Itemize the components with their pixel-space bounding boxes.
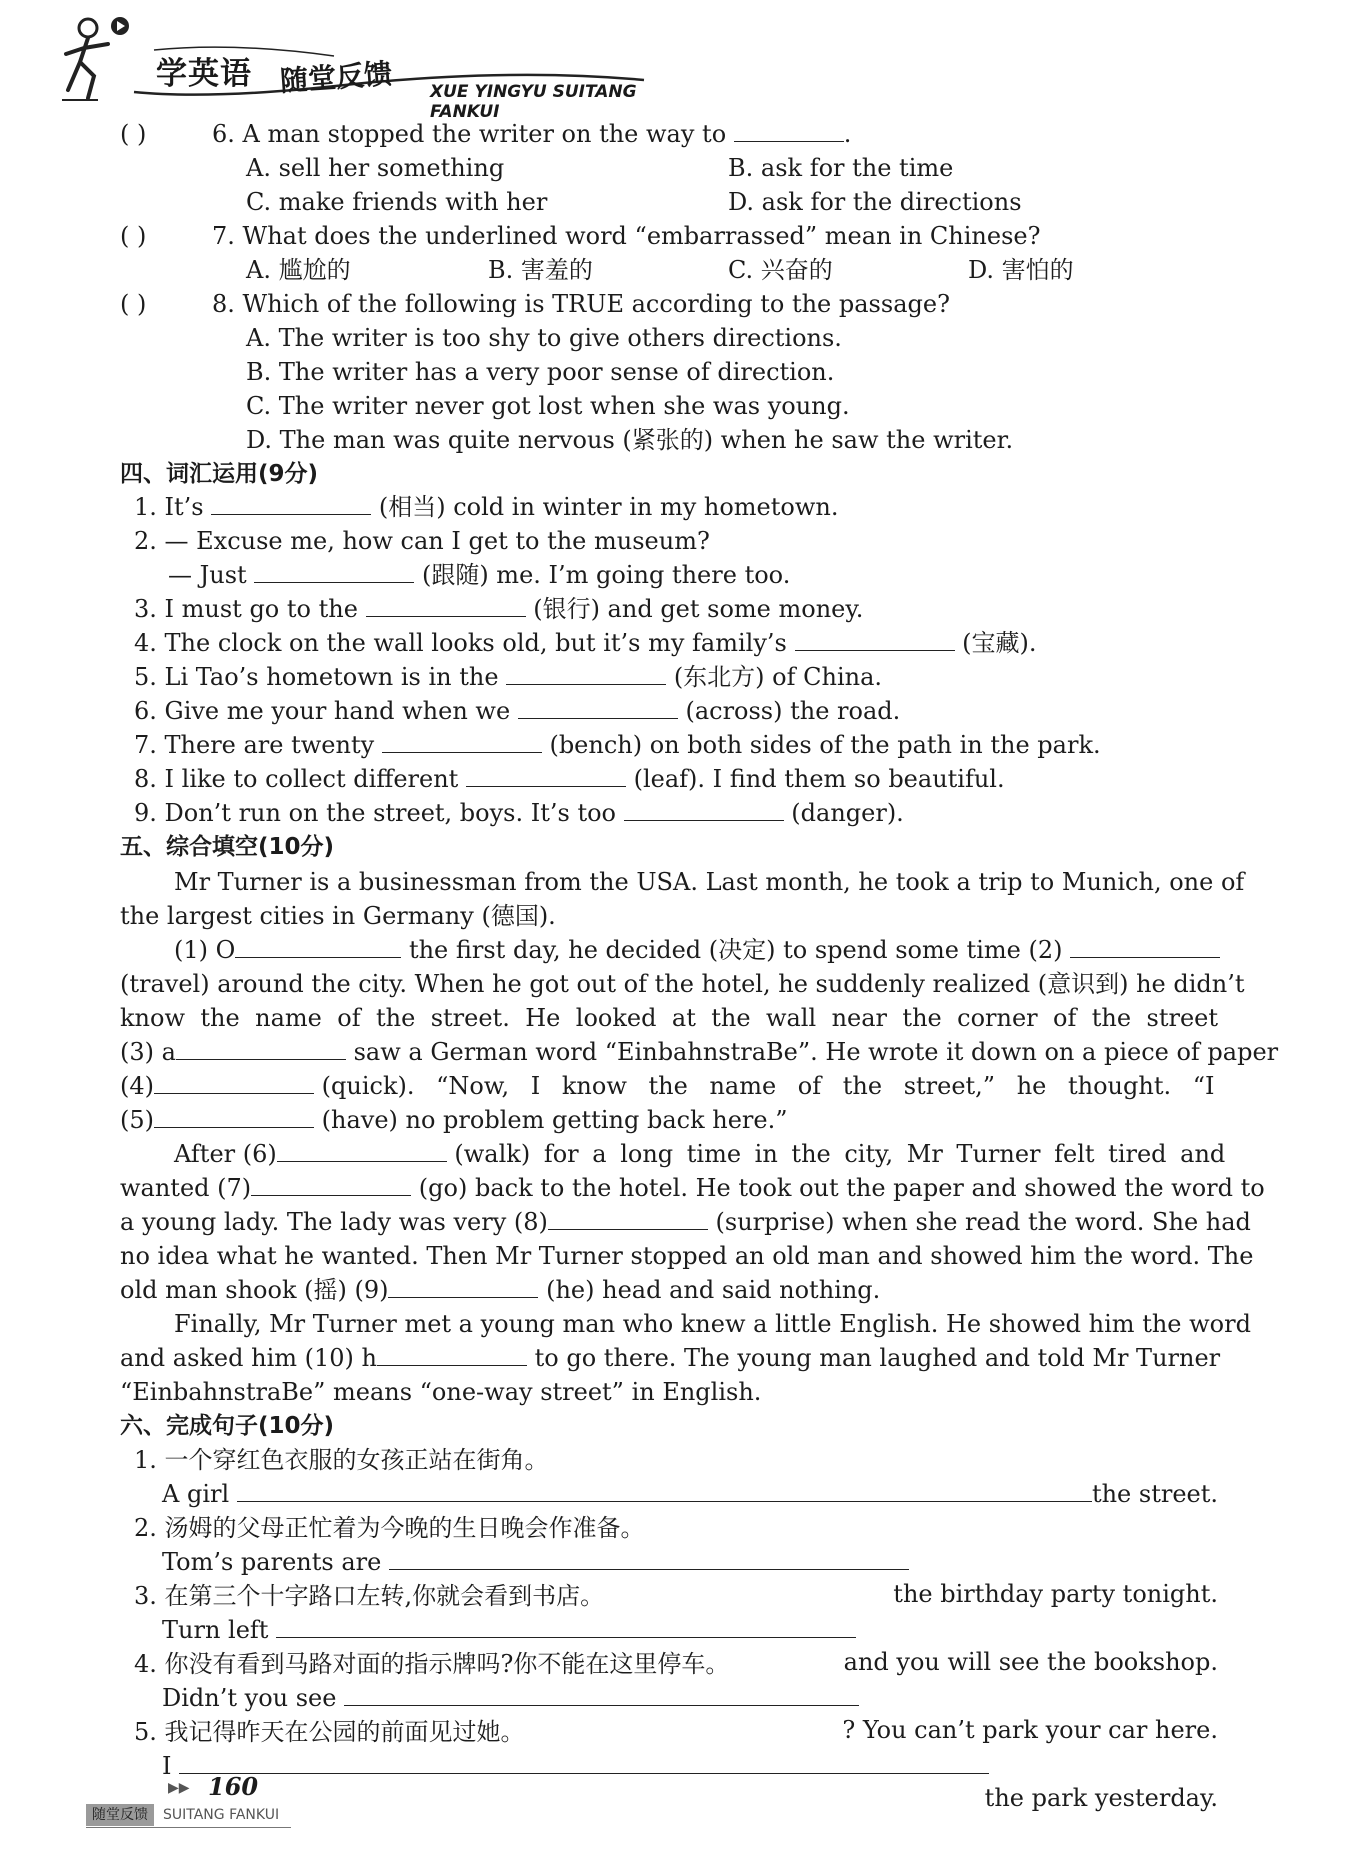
translation-prompt: 1. 一个穿红色衣服的女孩正站在街角。 — [134, 1446, 549, 1474]
answer-blank-3[interactable] — [176, 1037, 346, 1060]
passage-line: old man shook (摇) (9) (he) head and said nothing. — [120, 1276, 881, 1304]
vocab-item-7: 7. There are twenty (bench) on both sides of the path in the park. — [134, 731, 1101, 759]
answer-blank[interactable] — [211, 492, 371, 515]
answer-blank[interactable] — [382, 730, 542, 753]
option-d: D. ask for the directions — [728, 188, 1022, 216]
header-title-cn: 学英语 — [156, 56, 252, 92]
answer-blank[interactable] — [734, 119, 844, 142]
translation-item-2: Tom’s parents are the birthday party tonight. — [162, 1548, 1218, 1608]
answer-blank[interactable] — [506, 662, 666, 685]
answer-blank[interactable] — [466, 764, 626, 787]
passage-line: (5) (have) no problem getting back here.” — [120, 1106, 788, 1134]
footer-divider — [86, 1827, 291, 1828]
answer-paren[interactable]: ( ) — [120, 120, 147, 148]
option-b: B. ask for the time — [728, 154, 954, 182]
translation-item-1: A girl the street. — [162, 1480, 1218, 1508]
option-c: C. 兴奋的 — [728, 256, 833, 284]
option-a: A. The writer is too shy to give others directions. — [246, 324, 842, 352]
answer-blank[interactable] — [366, 594, 526, 617]
translation-prompt: 3. 在第三个十字路口左转,你就会看到书店。 — [134, 1582, 605, 1610]
vocab-item-5: 5. Li Tao’s hometown is in the (东北方) of China. — [134, 663, 883, 691]
translation-item-5: I the park yesterday. — [162, 1752, 1218, 1812]
answer-line[interactable] — [389, 1547, 909, 1570]
passage-line: “EinbahnstraBe” means “one-way street” in English. — [120, 1378, 762, 1406]
vocab-item-3: 3. I must go to the (银行) and get some money. — [134, 595, 864, 623]
vocab-item-1: 1. It’s (相当) cold in winter in my hometown. — [134, 493, 839, 521]
question-8 — [120, 288, 950, 320]
passage-line: and asked him (10) h to go there. The young man laughed and told Mr Turner — [120, 1344, 1221, 1372]
option-a: A. 尴尬的 — [246, 256, 351, 284]
passage-line: no idea what he wanted. Then Mr Turner stopped an old man and showed him the word. The — [120, 1242, 1254, 1270]
page-number: 160 — [208, 1772, 259, 1801]
page-header — [58, 14, 658, 122]
vocab-item-6: 6. Give me your hand when we (across) the road. — [134, 697, 901, 725]
question-7 — [120, 220, 1040, 252]
header-subtitle-cn: 随堂反馈 — [279, 57, 394, 98]
double-arrow-icon: ▶▶ — [168, 1780, 190, 1796]
footer-label: SUITANG FANKUI — [163, 1807, 280, 1823]
vocab-item-2a: 2. — Excuse me, how can I get to the museum? — [134, 527, 710, 555]
question-6-stem: 6. A man stopped the writer on the way to — [212, 120, 727, 148]
option-c: C. The writer never got lost when she was young. — [246, 392, 850, 420]
answer-blank-2[interactable] — [1070, 935, 1220, 958]
vocab-item-8: 8. I like to collect different (leaf). I find them so beautiful. — [134, 765, 1005, 793]
question-8-stem: 8. Which of the following is TRUE according to the passage? — [212, 290, 950, 318]
vocab-item-2b: — Just (跟随) me. I’m going there too. — [168, 561, 791, 589]
question-6: ( ) 6. A man stopped the writer on the way to . — [120, 120, 852, 148]
translation-item-3: Turn left and you will see the bookshop. — [162, 1616, 1218, 1676]
translation-prompt: 5. 我记得昨天在公园的前面见过她。 — [134, 1718, 525, 1746]
answer-blank-4[interactable] — [154, 1071, 314, 1094]
answer-paren[interactable]: ( ) — [120, 290, 147, 318]
answer-blank-7[interactable] — [251, 1173, 411, 1196]
answer-blank[interactable] — [518, 696, 678, 719]
option-c: C. make friends with her — [246, 188, 548, 216]
answer-line[interactable] — [237, 1479, 1092, 1502]
passage-line: (1) O the first day, he decided (决定) to spend some time (2) — [174, 934, 1220, 966]
answer-blank-9[interactable] — [388, 1275, 538, 1298]
translation-prompt: 2. 汤姆的父母正忙着为今晚的生日晚会作准备。 — [134, 1514, 645, 1542]
header-title-en: XUE YINGYU SUITANG FANKUI — [430, 82, 637, 122]
translation-prompt: 4. 你没有看到马路对面的指示牌吗?你不能在这里停车。 — [134, 1650, 730, 1678]
answer-line[interactable] — [179, 1751, 989, 1774]
answer-line[interactable] — [276, 1615, 856, 1638]
passage-line: After (6) (walk) for a long time in the city, Mr Turner felt tired and — [174, 1140, 1226, 1168]
passage-line: (4) (quick). “Now, I know the name of the street,” he thought. “I — [120, 1072, 1215, 1100]
option-d: D. The man was quite nervous (紧张的) when he saw the writer. — [246, 426, 1014, 454]
passage-line: the largest cities in Germany (德国). — [120, 902, 556, 930]
passage-line: Finally, Mr Turner met a young man who knew a little English. He showed him the word — [174, 1310, 1251, 1338]
section-5-title: 五、综合填空(10分) — [120, 834, 335, 860]
option-b: B. 害羞的 — [488, 256, 593, 284]
option-a: A. sell her something — [246, 154, 505, 182]
section-6-title: 六、完成句子(10分) — [120, 1413, 335, 1439]
option-b: B. The writer has a very poor sense of direction. — [246, 358, 835, 386]
answer-blank-1[interactable] — [235, 935, 401, 958]
answer-blank-10[interactable] — [377, 1343, 527, 1366]
answer-blank[interactable] — [795, 628, 955, 651]
translation-item-4: Didn’t you see ? You can’t park your car here. — [162, 1684, 1218, 1744]
option-d: D. 害怕的 — [968, 256, 1074, 284]
answer-blank-5[interactable] — [154, 1105, 314, 1128]
passage-line: wanted (7) (go) back to the hotel. He took out the paper and showed the word to — [120, 1174, 1265, 1202]
answer-paren[interactable]: ( ) — [120, 222, 147, 250]
passage-line: Mr Turner is a businessman from the USA. Last month, he took a trip to Munich, one of — [174, 868, 1245, 896]
vocab-item-4: 4. The clock on the wall looks old, but it’s my family’s (宝藏). — [134, 629, 1037, 657]
section-4-title: 四、词汇运用(9分) — [120, 461, 319, 487]
answer-line[interactable] — [344, 1683, 859, 1706]
answer-blank-8[interactable] — [548, 1207, 708, 1230]
question-7-stem: 7. What does the underlined word “embarrassed” mean in Chinese? — [212, 222, 1041, 250]
answer-blank[interactable] — [254, 560, 414, 583]
footer-badge: 随堂反馈 — [86, 1804, 154, 1826]
passage-line: (3) a saw a German word “EinbahnstraBe”. He wrote it down on a piece of paper — [120, 1038, 1279, 1066]
vocab-item-9: 9. Don’t run on the street, boys. It’s too (danger). — [134, 799, 904, 827]
passage-line: a young lady. The lady was very (8) (surprise) when she read the word. She had — [120, 1208, 1251, 1236]
answer-blank-6[interactable] — [277, 1139, 447, 1162]
passage-line: (travel) around the city. When he got out of the hotel, he suddenly realized (意识到) he didn’t — [120, 970, 1245, 998]
passage-line: know the name of the street. He looked at the wall near the corner of the street — [120, 1004, 1218, 1032]
answer-blank[interactable] — [624, 798, 784, 821]
